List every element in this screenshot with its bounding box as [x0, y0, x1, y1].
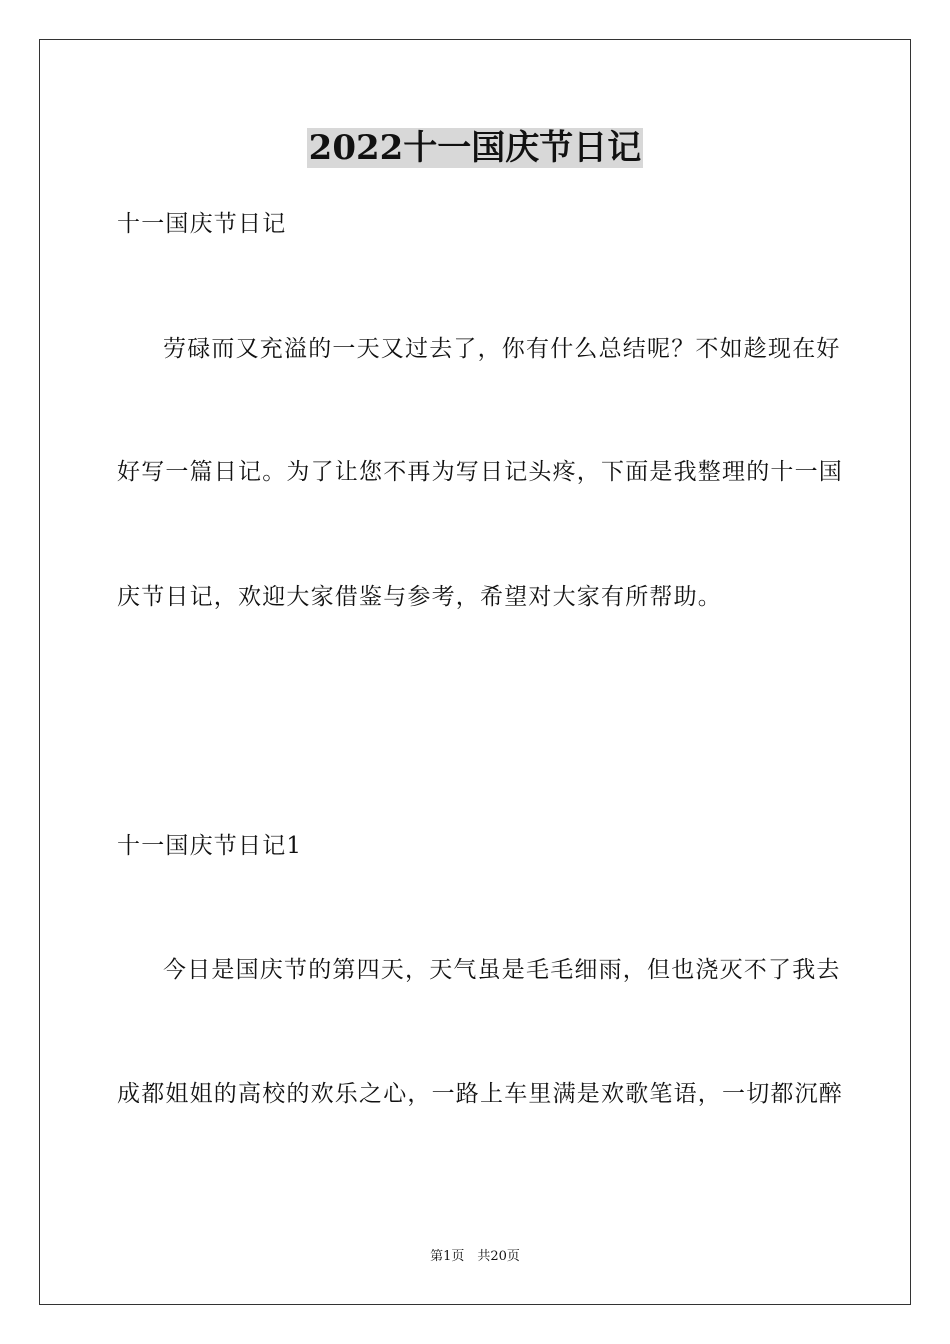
paragraph-line: 劳碌而又充溢的一天又过去了，你有什么总结呢？不如趁现在好	[163, 336, 841, 362]
section-heading: 十一国庆节日记	[117, 211, 287, 237]
document-title-text: 2022十一国庆节日记	[308, 128, 642, 168]
document-title	[0, 126, 950, 170]
paragraph-line: 今日是国庆节的第四天，天气虽是毛毛细雨，但也浇灭不了我去	[163, 957, 841, 983]
paragraph-line: 庆节日记，欢迎大家借鉴与参考，希望对大家有所帮助。	[117, 584, 722, 610]
paragraph-line: 成都姐姐的高校的欢乐之心，一路上车里满是欢歌笔语，一切都沉醉	[117, 1081, 843, 1107]
page-number-footer: 第1页 共20页	[430, 1249, 520, 1264]
paragraph-line: 好写一篇日记。为了让您不再为写日记头疼，下面是我整理的十一国	[117, 459, 843, 485]
section-heading: 十一国庆节日记1	[117, 833, 303, 859]
